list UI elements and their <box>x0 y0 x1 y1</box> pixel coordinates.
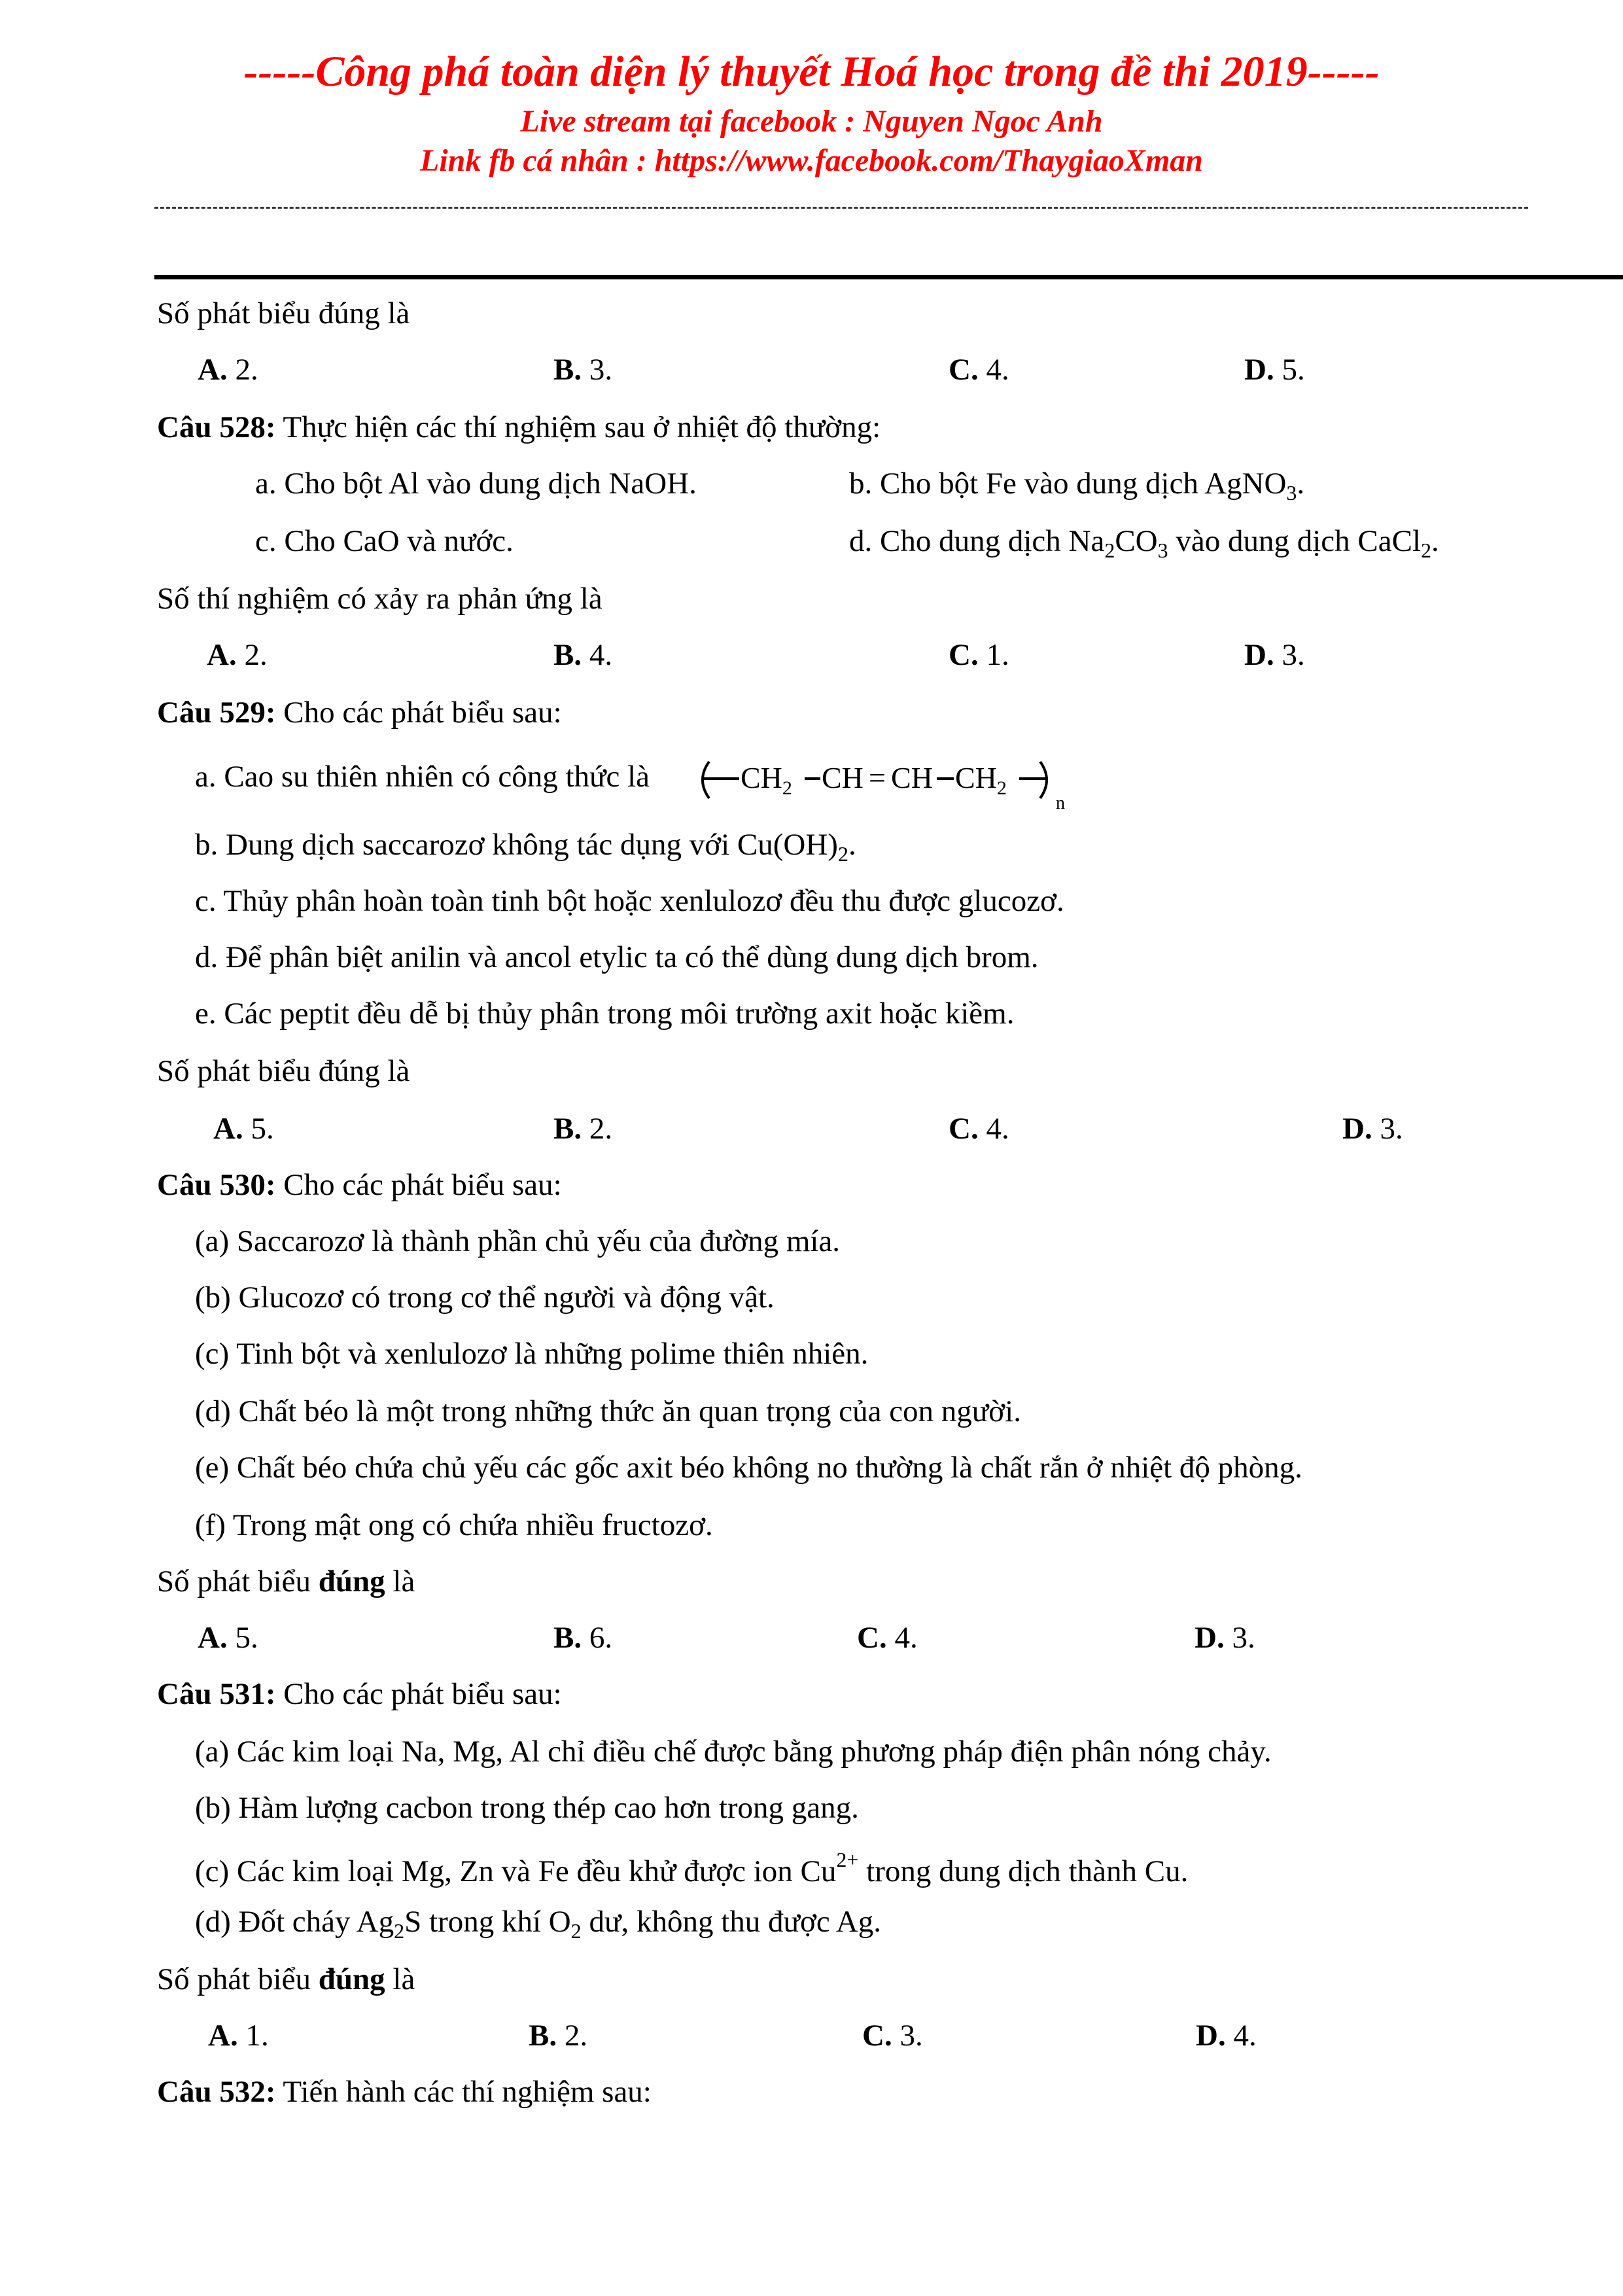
q530-item-f: (f) Trong mật ong có chứa nhiều fructozơ. <box>195 1508 713 1542</box>
q530-option-b[interactable]: B. 6. <box>553 1621 613 1655</box>
livestream-line: Live stream tại facebook : Nguyen Ngoc Anh <box>520 104 1103 139</box>
q529-item-d: d. Để phân biệt anilin và ancol etylic ta có thể dùng dung dịch brom. <box>195 940 1039 974</box>
document-title: -----Công phá toàn diện lý thuyết Hoá học trong đề thi 2019----- <box>243 48 1380 96</box>
q528-item-b: b. Cho bột Fe vào dung dịch AgNO$_3$. <box>849 467 1305 504</box>
q527-option-d[interactable]: D. 5. <box>1244 353 1305 387</box>
q531-item-c: (c) Các kim loại Mg, Zn và Fe đều khử được ion $Cu^{2+}$ trong dung dịch thành Cu. <box>195 1848 1189 1888</box>
q528-question: Câu 528: Thực hiện các thí nghiệm sau ở nhiệt độ thường: <box>157 410 881 444</box>
q528-option-b[interactable]: B. 4. <box>553 638 613 672</box>
formula-ch-a: CH <box>822 761 864 794</box>
q529-item-c: c. Thủy phân hoàn toàn tinh bột hoặc xenlulozơ đều thu được glucozơ. <box>195 884 1064 918</box>
q527-stem: Số phát biểu đúng là <box>157 296 410 330</box>
formula-ch2-b: CH <box>955 761 997 794</box>
q529-question: Câu 529: Cho các phát biểu sau: <box>157 696 562 730</box>
formula-equals: = <box>869 761 886 794</box>
q529-option-c[interactable]: C. 4. <box>949 1112 1009 1146</box>
q531-option-c[interactable]: C. 3. <box>862 2019 923 2053</box>
q530-option-d[interactable]: D. 3. <box>1195 1621 1255 1655</box>
formula-ch2-a: CH <box>741 761 782 794</box>
q532-question: Câu 532: Tiến hành các thí nghiệm sau: <box>157 2075 652 2109</box>
formula-n: n <box>1056 793 1065 813</box>
q531-item-d: (d) Đốt cháy $Ag_2S$ trong khí $O_2$ dư, không thu được Ag. <box>195 1905 882 1943</box>
q530-item-b: (b) Glucozơ có trong cơ thể người và động vật. <box>195 1280 775 1315</box>
q530-item-c: (c) Tinh bột và xenlulozơ là những polime thiên nhiên. <box>195 1337 869 1371</box>
q529-item-e: e. Các peptit đều dễ bị thủy phân trong môi trường axit hoặc kiềm. <box>195 997 1015 1031</box>
q530-option-c[interactable]: C. 4. <box>857 1621 918 1655</box>
svg-text:CH2: $CH_2$ <box>955 761 1007 799</box>
svg-text:CH2: $CH_2$ <box>741 761 792 799</box>
q530-item-a: (a) Saccarozơ là thành phần chủ yếu của đường mía. <box>195 1224 841 1258</box>
dashed-divider <box>154 207 1528 209</box>
q529-item-a: a. Cao su thiên nhiên có công thức là <box>195 760 650 794</box>
q531-item-b: (b) Hàm lượng cacbon trong thép cao hơn trong gang. <box>195 1791 859 1825</box>
q531-question: Câu 531: Cho các phát biểu sau: <box>157 1677 562 1711</box>
q530-option-a[interactable]: A. 5. <box>198 1621 258 1655</box>
q530-item-d: (d) Chất béo là một trong những thức ăn quan trọng của con người. <box>195 1394 1021 1428</box>
formula-ch-b: CH <box>891 761 933 794</box>
q527-option-c[interactable]: C. 4. <box>949 353 1009 387</box>
header-rule <box>154 275 1623 279</box>
q529-option-d[interactable]: D. 3. <box>1342 1112 1403 1146</box>
q528-option-a[interactable]: A. 2. <box>207 638 268 672</box>
q529-option-a[interactable]: A. 5. <box>213 1112 274 1146</box>
q529-item-b: b. Dung dịch saccarozơ không tác dụng với $Cu(OH)_2$. <box>195 828 856 866</box>
q528-option-d[interactable]: D. 3. <box>1244 638 1305 672</box>
q530-stem: Số phát biểu đúng là <box>157 1564 415 1598</box>
q527-option-a[interactable]: A. 2. <box>198 353 258 387</box>
q528-stem: Số thí nghiệm có xảy ra phản ứng là <box>157 582 602 616</box>
q531-option-a[interactable]: A. 1. <box>208 2019 269 2053</box>
q529-option-b[interactable]: B. 2. <box>553 1112 613 1146</box>
natural-rubber-formula <box>695 759 1100 818</box>
q528-item-d: d. Cho dung dịch $Na_2CO_3$ vào dung dịch CaCl$_2$. <box>849 524 1439 562</box>
q531-item-a: (a) Các kim loại Na, Mg, Al chỉ điều chế được bằng phương pháp điện phân nóng chảy. <box>195 1735 1272 1769</box>
q528-item-c: c. Cho CaO và nước. <box>255 524 514 558</box>
facebook-link[interactable]: Link fb cá nhân : https://www.facebook.com/ThaygiaoXman <box>420 143 1203 178</box>
q528-item-a: a. Cho bột Al vào dung dịch NaOH. <box>255 467 697 501</box>
q531-stem: Số phát biểu đúng là <box>157 1962 415 1996</box>
q530-item-e: (e) Chất béo chứa chủ yếu các gốc axit béo không no thường là chất rắn ở nhiệt độ phòng. <box>195 1451 1302 1485</box>
q527-option-b[interactable]: B. 3. <box>553 353 613 387</box>
q531-option-d[interactable]: D. 4. <box>1196 2019 1257 2053</box>
q530-question: Câu 530: Cho các phát biểu sau: <box>157 1168 562 1202</box>
q531-option-b[interactable]: B. 2. <box>529 2019 588 2053</box>
q529-stem: Số phát biểu đúng là <box>157 1054 410 1088</box>
q528-option-c[interactable]: C. 1. <box>949 638 1009 672</box>
